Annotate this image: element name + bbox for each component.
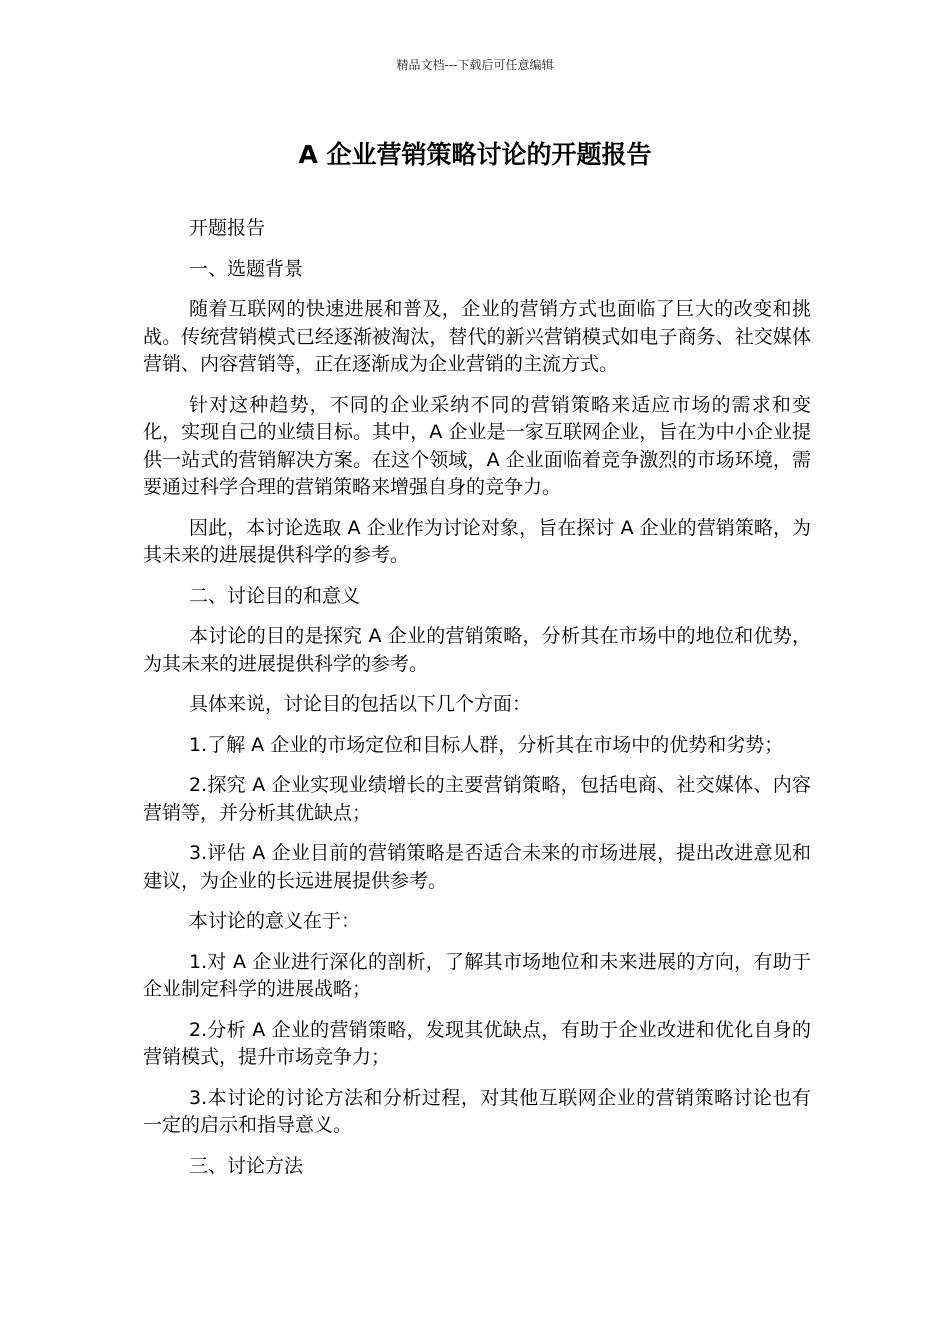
list-item: 1.对 A 企业进行深化的剖析，了解其市场地位和未来进展的方向，有助于企业制定科学的进展战略； xyxy=(143,950,811,1000)
page-header-note: 精品文档---下载后可任意编辑 xyxy=(396,58,554,72)
paragraph: 本讨论的意义在于： xyxy=(189,910,361,932)
document-title: A 企业营销策略讨论的开题报告 xyxy=(298,140,652,169)
section-heading-method: 三、讨论方法 xyxy=(189,1154,304,1177)
list-item: 3.评估 A 企业目前的营销策略是否适合未来的市场进展，提出改进意见和建议，为企业的长远进展提供参考。 xyxy=(143,842,811,892)
paragraph: 具体来说，讨论目的包括以下几个方面： xyxy=(189,693,532,715)
list-item: 2.分析 A 企业的营销策略，发现其优缺点，有助于企业改进和优化自身的营销模式，提升市场竞争力； xyxy=(143,1018,811,1068)
paragraph: 因此，本讨论选取 A 企业作为讨论对象，旨在探讨 A 企业的营销策略，为其未来的进展提供科学的参考。 xyxy=(143,516,811,566)
section-heading-background: 一、选题背景 xyxy=(189,257,304,280)
section-heading-purpose: 二、讨论目的和意义 xyxy=(189,584,361,607)
paragraph: 随着互联网的快速进展和普及，企业的营销方式也面临了巨大的改变和挑战。传统营销模式已经逐渐被淘汰，替代的新兴营销模式如电子商务、社交媒体营销、内容营销等，正在逐渐成为企业营销的主流方式。 xyxy=(143,298,811,375)
list-item: 1.了解 A 企业的市场定位和目标人群，分析其在市场中的优势和劣势； xyxy=(189,733,784,756)
list-item: 3.本讨论的讨论方法和分析过程，对其他互联网企业的营销策略讨论也有一定的启示和指导意义。 xyxy=(143,1086,811,1136)
paragraph: 本讨论的目的是探究 A 企业的营销策略，分析其在市场中的地位和优势，为其未来的进展提供科学的参考。 xyxy=(143,625,811,675)
list-item: 2.探究 A 企业实现业绩增长的主要营销策略，包括电商、社交媒体、内容营销等，并分析其优缺点； xyxy=(143,774,811,824)
document-body xyxy=(143,215,811,1193)
paragraph-report-label: 开题报告 xyxy=(189,217,266,239)
paragraph: 针对这种趋势，不同的企业采纳不同的营销策略来适应市场的需求和变化，实现自己的业绩目标。其中，A 企业是一家互联网企业，旨在为中小企业提供一站式的营销解决方案。在这个领域，A 企业面临着竞争激烈的市场环境，需要通过科学合理的营销策略来增强自身的竞争力。 xyxy=(143,393,811,498)
